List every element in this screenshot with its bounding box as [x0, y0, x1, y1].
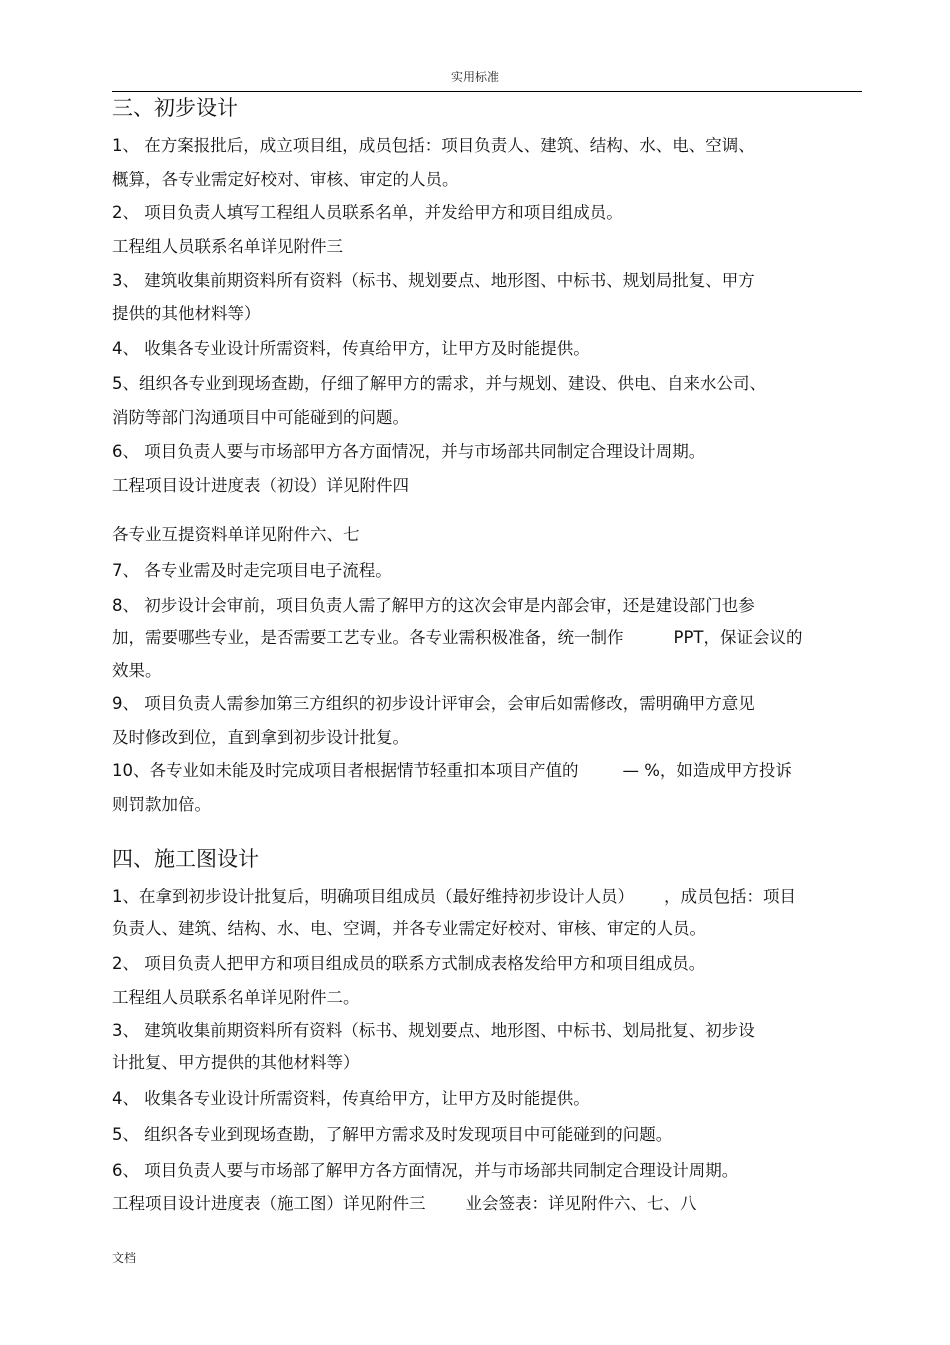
- line-segment: 1、在拿到初步设计批复后，明确项目组成员（最好维持初步设计人员）: [112, 887, 634, 906]
- header-rule: [112, 91, 862, 92]
- paragraph-line: 工程组人员联系名单详见附件二。: [112, 988, 360, 1007]
- line-segment: 业会签表：详见附件六、七、八: [465, 1194, 697, 1213]
- paragraph-line: 工程项目设计进度表（初设）详见附件四: [112, 476, 409, 495]
- paragraph-line: 1、 在方案报批后，成立项目组，成员包括：项目负责人、建筑、结构、水、电、空调、: [112, 136, 755, 155]
- paragraph-line: 概算，各专业需定好校对、审核、审定的人员。: [112, 170, 459, 189]
- paragraph-line: 则罚款加倍。: [112, 795, 211, 814]
- paragraph-line: [112, 1194, 697, 1214]
- paragraph-line: 6、 项目负责人要与市场部了解甲方各方面情况，并与市场部共同制定合理设计周期。: [112, 1161, 739, 1180]
- paragraph-line: 3、 建筑收集前期资料所有资料（标书、规划要点、地形图、中标书、划局批复、初步设: [112, 1021, 755, 1040]
- paragraph-line: 5、组织各专业到现场查勘，仔细了解甲方的需求，并与规划、建设、供电、自来水公司、: [112, 374, 766, 393]
- paragraph-line: 各专业互提资料单详见附件六、七: [112, 525, 360, 544]
- paragraph-line: [112, 628, 802, 648]
- paragraph-line: 9、 项目负责人需参加第三方组织的初步设计评审会，会审后如需修改，需明确甲方意见: [112, 694, 755, 713]
- line-segment: 加，需要哪些专业，是否需要工艺专业。各专业需积极准备，统一制作: [112, 628, 624, 647]
- paragraph-line: 5、 组织各专业到现场查勘，了解甲方需求及时发现项目中可能碰到的问题。: [112, 1125, 673, 1144]
- paragraph-line: 负责人、建筑、结构、水、电、空调，并各专业需定好校对、审核、审定的人员。: [112, 919, 706, 938]
- paragraph-line: [112, 761, 792, 781]
- line-segment: PPT，保证会议的: [673, 628, 803, 647]
- paragraph-line: 6、 项目负责人要与市场部甲方各方面情况，并与市场部共同制定合理设计周期。: [112, 442, 706, 461]
- line-segment: ，成员包括：项目: [664, 887, 796, 906]
- paragraph-line: 消防等部门沟通项目中可能碰到的问题。: [112, 408, 409, 427]
- page-footer: 文档: [112, 1251, 137, 1265]
- paragraph-line: 提供的其他材料等）: [112, 304, 261, 323]
- page-header: 实用标准: [450, 70, 499, 84]
- paragraph-line: 8、 初步设计会审前，项目负责人需了解甲方的这次会审是内部会审，还是建设部门也参: [112, 596, 755, 615]
- paragraph-line: 4、 收集各专业设计所需资料，传真给甲方，让甲方及时能提供。: [112, 339, 590, 358]
- section-heading: 四、施工图设计: [112, 847, 259, 871]
- paragraph-line: 效果。: [112, 661, 162, 680]
- paragraph-line: [112, 887, 796, 907]
- line-segment: 工程项目设计进度表（施工图）详见附件三: [112, 1194, 426, 1213]
- paragraph-line: 7、 各专业需及时走完项目电子流程。: [112, 561, 392, 580]
- paragraph-line: 计批复、甲方提供的其他材料等）: [112, 1053, 360, 1072]
- paragraph-line: 3、 建筑收集前期资料所有资料（标书、规划要点、地形图、中标书、规划局批复、甲方: [112, 271, 755, 290]
- paragraph-line: 4、 收集各专业设计所需资料，传真给甲方，让甲方及时能提供。: [112, 1089, 590, 1108]
- paragraph-line: 工程组人员联系名单详见附件三: [112, 237, 343, 256]
- line-segment: — %，如造成甲方投诉: [622, 761, 792, 780]
- paragraph-line: 2、 项目负责人填写工程组人员联系名单，并发给甲方和项目组成员。: [112, 203, 623, 222]
- paragraph-line: 2、 项目负责人把甲方和项目组成员的联系方式制成表格发给甲方和项目组成员。: [112, 954, 706, 973]
- paragraph-line: 及时修改到位，直到拿到初步设计批复。: [112, 728, 409, 747]
- line-segment: 10、各专业如未能及时完成项目者根据情节轻重扣本项目产值的: [112, 761, 579, 780]
- section-heading: 三、初步设计: [112, 96, 238, 120]
